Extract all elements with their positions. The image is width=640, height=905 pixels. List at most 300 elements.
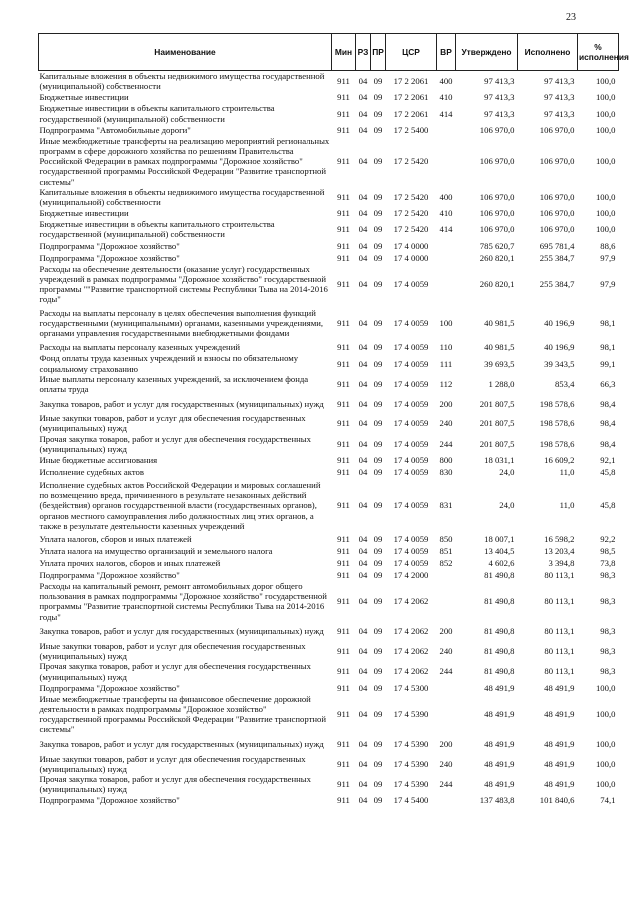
cell-percent: 100,0 [595,124,616,135]
cell-approved: 48 491,9 [484,682,515,693]
table-row [39,394,619,413]
cell-executed: 101 840,6 [539,795,575,806]
cell-percent: 100,0 [595,682,616,693]
cell-percent: 73,8 [600,557,616,568]
cell-min: 911 [337,418,350,429]
cell-rz: 04 [358,569,368,580]
cell-percent: 98,1 [600,317,616,328]
table-row [39,71,619,92]
cell-csr: 17 4 0059 [393,418,429,429]
cell-vr: 200 [439,626,453,637]
cell-name: Иные бюджетные ассигнования [39,454,158,465]
table-row [39,641,619,661]
cell-pr: 09 [373,358,383,369]
cell-name: Иные закупки товаров, работ и услуг для обеспечения государственных (муниципальных) нужд [39,640,306,662]
table-row [39,622,619,641]
page-number: 23 [566,12,576,23]
cell-approved: 97 413,3 [484,76,515,87]
cell-executed: 106 970,0 [539,224,575,235]
cell-vr: 400 [439,76,453,87]
cell-pr: 09 [373,191,383,202]
cell-min: 911 [337,454,350,465]
cell-csr: 17 4 0059 [393,438,429,449]
cell-min: 911 [337,342,350,353]
cell-pr: 09 [373,557,383,568]
cell-percent: 100,0 [595,191,616,202]
cell-percent: 97,9 [600,278,616,289]
cell-approved: 81 490,8 [484,569,515,580]
cell-min: 911 [337,626,350,637]
cell-pr: 09 [373,92,383,103]
cell-csr: 17 4 5300 [393,682,429,693]
cell-min: 911 [337,124,350,135]
cell-pr: 09 [373,626,383,637]
cell-csr: 17 4 0059 [393,398,429,409]
cell-csr: 17 4 5390 [393,779,429,790]
cell-percent: 100,0 [595,758,616,769]
cell-min: 911 [337,317,350,328]
cell-name: Капитальные вложения в объекты недвижимого имущества государственной (муниципальной) собственности [39,186,325,208]
cell-csr: 17 4 0059 [393,317,429,328]
cell-rz: 04 [358,252,368,263]
cell-vr: 414 [439,224,453,235]
table-row [39,413,619,433]
cell-approved: 106 970,0 [479,156,515,167]
cell-executed: 97 413,3 [544,92,575,103]
cell-rz: 04 [358,758,368,769]
cell-executed: 48 491,9 [544,779,575,790]
cell-vr: 410 [439,208,453,219]
cell-min: 911 [337,557,350,568]
cell-percent: 98,3 [600,666,616,677]
cell-vr: 110 [439,342,453,353]
table-row [39,124,619,136]
cell-executed: 255 384,7 [539,252,575,263]
cell-csr: 17 4 0059 [393,342,429,353]
cell-approved: 18 007,1 [484,533,515,544]
cell-executed: 97 413,3 [544,108,575,119]
cell-percent: 88,6 [600,240,616,251]
cell-csr: 17 4 0059 [393,466,429,477]
cell-percent: 97,9 [600,252,616,263]
cell-name: Закупка товаров, работ и услуг для государственных (муниципальных) нужд [39,626,324,637]
cell-pr: 09 [373,378,383,389]
table-row [39,735,619,754]
cell-approved: 106 970,0 [479,224,515,235]
cell-rz: 04 [358,596,368,607]
cell-vr: 851 [439,545,453,556]
cell-rz: 04 [358,438,368,449]
cell-rz: 04 [358,156,368,167]
cell-min: 911 [337,545,350,556]
cell-vr: 410 [439,92,453,103]
cell-approved: 81 490,8 [484,645,515,656]
cell-pr: 09 [373,758,383,769]
cell-csr: 17 4 0059 [393,500,429,511]
cell-rz: 04 [358,645,368,656]
cell-executed: 13 203,4 [544,545,575,556]
col-header-vr: ВР [437,34,456,71]
cell-name: Расходы на выплаты персоналу казенных учреждений [39,342,241,353]
cell-approved: 106 970,0 [479,208,515,219]
table-row [39,136,619,187]
cell-percent: 100,0 [595,108,616,119]
cell-rz: 04 [358,278,368,289]
cell-name: Прочая закупка товаров, работ и услуг для обеспечения государственных (муниципальных) нужд [39,773,311,795]
cell-csr: 17 2 5420 [393,224,429,235]
cell-min: 911 [337,76,350,87]
cell-percent: 98,3 [600,569,616,580]
cell-csr: 17 4 2000 [393,569,429,580]
table-row [39,304,619,341]
cell-rz: 04 [358,533,368,544]
cell-approved: 1 288,0 [488,378,515,389]
cell-csr: 17 4 0059 [393,278,429,289]
cell-rz: 04 [358,418,368,429]
cell-rz: 04 [358,398,368,409]
table-row [39,545,619,557]
col-header-name: Наименование [39,34,332,71]
col-header-min: Мин [332,34,356,71]
cell-vr [437,252,456,264]
cell-csr: 17 4 2062 [393,626,429,637]
cell-approved: 97 413,3 [484,108,515,119]
cell-min: 911 [337,758,350,769]
table-row [39,466,619,478]
cell-rz: 04 [358,557,368,568]
cell-name: Расходы на капитальный ремонт, ремонт автомобильных дорог общего пользования в рамках подпрограммы "Дорожное хозяйство" государственной программы "Развитие транспортной системы Республики Тыва на 2014-2016 годы" [39,581,327,622]
cell-name: Уплата налога на имущество организаций и земельного налога [39,545,273,556]
cell-executed: 255 384,7 [539,278,575,289]
cell-executed: 198 578,6 [539,398,575,409]
cell-csr: 17 2 5420 [393,208,429,219]
cell-approved: 24,0 [499,500,515,511]
cell-percent: 100,0 [595,224,616,235]
cell-min: 911 [337,500,350,511]
cell-name: Расходы на выплаты персоналу в целях обеспечения выполнения функций государственными (муниципальными) органами, казенными учреждениями, органами управления государственными внебюджетными фондами [39,307,324,339]
cell-approved: 201 807,5 [479,418,515,429]
cell-executed: 11,0 [559,466,575,477]
cell-csr: 17 4 5390 [393,758,429,769]
cell-executed: 16 598,2 [544,533,575,544]
cell-min: 911 [337,240,350,251]
cell-pr: 09 [373,738,383,749]
cell-executed: 3 394,8 [548,557,575,568]
cell-pr: 09 [373,156,383,167]
cell-min: 911 [337,108,350,119]
table-row [39,682,619,694]
cell-approved: 81 490,8 [484,666,515,677]
cell-csr: 17 4 0059 [393,533,429,544]
cell-name: Закупка товаров, работ и услуг для государственных (муниципальных) нужд [39,738,324,749]
cell-approved: 13 404,5 [484,545,515,556]
table-row [39,187,619,207]
cell-approved: 260 820,1 [479,252,515,263]
cell-pr: 09 [373,666,383,677]
cell-csr: 17 2 5420 [393,191,429,202]
cell-rz: 04 [358,795,368,806]
cell-name: Расходы на обеспечение деятельности (оказание услуг) государственных учреждений в рамках подпрограммы "Дорожное хозяйство" государственной программы ""Развитие транспортной системы Республики Тыва на 2014-2016 годы" [39,263,328,305]
table-row [39,774,619,794]
col-header-approved: Утверждено [456,34,518,71]
table-row [39,103,619,123]
cell-percent: 98,5 [600,545,616,556]
cell-percent: 98,3 [600,596,616,607]
cell-pr: 09 [373,317,383,328]
cell-rz: 04 [358,466,368,477]
cell-csr: 17 4 0059 [393,545,429,556]
cell-csr: 17 4 5400 [393,795,429,806]
table-row [39,754,619,774]
cell-name: Уплата прочих налогов, сборов и иных платежей [39,557,221,568]
table-row [39,91,619,103]
cell-vr [437,694,456,735]
cell-pr: 09 [373,709,383,719]
cell-percent: 100,0 [595,76,616,87]
cell-pr: 09 [373,418,383,429]
cell-executed: 106 970,0 [539,156,575,167]
cell-pr: 09 [373,342,383,353]
cell-rz: 04 [358,342,368,353]
table-row [39,581,619,622]
cell-rz: 04 [358,500,368,511]
cell-vr [437,136,456,187]
cell-vr [437,124,456,136]
cell-approved: 201 807,5 [479,398,515,409]
cell-executed: 106 970,0 [539,208,575,219]
cell-name: Фонд оплаты труда казенных учреждений и взносы по обязательному социальному страхованию [39,353,299,374]
cell-approved: 137 483,8 [479,795,515,806]
cell-executed: 853,4 [554,378,575,389]
cell-pr: 09 [373,252,383,263]
cell-pr: 09 [373,645,383,656]
cell-name: Иные межбюджетные трансферты на финансовое обеспечение дорожной деятельности в рамках подпрограммы "Дорожное хозяйство" государственной программы Российской Федерации "Развитие транспортной системы" [39,693,327,735]
cell-approved: 201 807,5 [479,438,515,449]
cell-csr: 17 4 0059 [393,358,429,369]
col-header-percent: % исполнения [578,34,619,71]
cell-approved: 48 491,9 [484,779,515,790]
cell-vr: 830 [439,466,453,477]
cell-name: Иные закупки товаров, работ и услуг для обеспечения государственных (муниципальных) нужд [39,753,306,774]
cell-vr [437,682,456,694]
cell-vr: 100 [439,317,453,328]
cell-executed: 48 491,9 [544,738,575,749]
cell-vr: 244 [439,438,453,449]
table-row [39,219,619,239]
cell-vr: 240 [439,758,453,769]
cell-min: 911 [337,92,350,103]
cell-percent: 92,2 [600,533,616,544]
cell-approved: 18 031,1 [484,454,515,465]
cell-rz: 04 [358,208,368,219]
cell-vr: 400 [439,191,453,202]
cell-min: 911 [337,191,350,202]
table-row [39,569,619,581]
cell-vr [437,581,456,622]
cell-approved: 106 970,0 [479,124,515,135]
cell-executed: 97 413,3 [544,76,575,87]
table-header [39,34,629,71]
cell-name: Капитальные вложения в объекты недвижимого имущества государственной (муниципальной) собственности [39,71,325,92]
table-row [39,341,619,353]
cell-percent: 99,1 [600,358,616,369]
col-header-executed: Исполнено [518,34,578,71]
table-row [39,661,619,681]
cell-vr [437,794,456,806]
cell-rz: 04 [358,709,368,719]
cell-executed: 80 113,1 [544,645,575,656]
table-row [39,794,619,806]
cell-csr: 17 4 0059 [393,378,429,389]
cell-name: Иные межбюджетные трансферты на реализацию мероприятий региональных программ в сфере дорожного хозяйства по решениям Правительства Российской Федерации в рамках подпрограммы "Дорожное хозяйство" государственной программы Российской Федерации "Развитие транспортной системы" [39,135,330,187]
cell-pr: 09 [373,278,383,289]
cell-pr: 09 [373,596,383,607]
cell-vr: 244 [439,779,453,790]
cell-min: 911 [337,738,350,749]
cell-approved: 81 490,8 [484,596,515,607]
cell-pr: 09 [373,454,383,465]
cell-percent: 98,3 [600,626,616,637]
cell-csr: 17 2 5400 [393,124,429,135]
cell-percent: 92,1 [600,454,616,465]
cell-percent: 100,0 [595,92,616,103]
cell-name: Бюджетные инвестиции в объекты капитального строительства государственной (муниципальной) собственности [39,103,275,124]
cell-executed: 48 491,9 [544,758,575,769]
cell-rz: 04 [358,124,368,135]
cell-percent: 66,3 [600,378,616,389]
cell-name: Подпрограмма "Дорожное хозяйство" [39,240,180,251]
cell-approved: 40 981,5 [484,317,515,328]
cell-approved: 785 620,7 [479,240,515,251]
cell-name: Закупка товаров, работ и услуг для государственных (муниципальных) нужд [39,398,324,409]
cell-rz: 04 [358,666,368,677]
cell-min: 911 [337,795,350,806]
cell-name: Бюджетные инвестиции [39,92,129,103]
cell-executed: 80 113,1 [544,626,575,637]
cell-csr: 17 4 0000 [393,252,429,263]
col-header-csr: ЦСР [386,34,437,71]
cell-rz: 04 [358,191,368,202]
cell-rz: 04 [358,224,368,235]
cell-min: 911 [337,156,350,167]
cell-pr: 09 [373,224,383,235]
cell-pr: 09 [373,466,383,477]
cell-vr: 414 [439,108,453,119]
cell-percent: 45,8 [600,466,616,477]
cell-executed: 48 491,9 [544,682,575,693]
budget-table [38,33,629,806]
cell-percent: 98,4 [600,438,616,449]
cell-rz: 04 [358,378,368,389]
cell-pr: 09 [373,795,383,806]
table-row [39,533,619,545]
cell-rz: 04 [358,108,368,119]
cell-min: 911 [337,466,350,477]
cell-vr: 112 [439,378,453,389]
cell-min: 911 [337,208,350,219]
table-row [39,478,619,533]
cell-pr: 09 [373,208,383,219]
cell-csr: 17 4 0059 [393,454,429,465]
cell-min: 911 [337,779,350,790]
cell-min: 911 [337,682,350,693]
table-row [39,374,619,394]
cell-csr: 17 4 0059 [393,557,429,568]
cell-min: 911 [337,709,350,719]
cell-pr: 09 [373,76,383,87]
cell-name: Исполнение судебных актов [39,466,144,477]
cell-executed: 40 196,9 [544,317,575,328]
cell-name: Бюджетные инвестиции в объекты капитального строительства государственной (муниципальной) собственности [39,219,275,240]
cell-rz: 04 [358,545,368,556]
cell-vr [437,264,456,305]
table-row [39,240,619,252]
cell-pr: 09 [373,545,383,556]
cell-percent: 74,1 [600,795,616,806]
cell-executed: 39 343,5 [544,358,575,369]
cell-min: 911 [337,596,350,607]
cell-pr: 09 [373,124,383,135]
cell-name: Подпрограмма "Автомобильные дороги" [39,124,191,135]
cell-csr: 17 4 2062 [393,666,429,677]
cell-name: Подпрограмма "Дорожное хозяйство" [39,252,180,263]
cell-executed: 80 113,1 [544,569,575,580]
cell-vr: 200 [439,398,453,409]
cell-csr: 17 4 5390 [393,709,429,719]
cell-pr: 09 [373,569,383,580]
cell-name: Иные закупки товаров, работ и услуг для обеспечения государственных (муниципальных) нужд [39,413,306,434]
cell-executed: 80 113,1 [544,596,575,607]
cell-executed: 16 609,2 [544,454,575,465]
cell-percent: 100,0 [595,709,616,719]
cell-min: 911 [337,378,350,389]
cell-rz: 04 [358,240,368,251]
cell-executed: 695 781,4 [539,240,575,251]
table-row [39,353,619,373]
cell-approved: 81 490,8 [484,626,515,637]
cell-executed: 48 491,9 [544,709,575,719]
cell-rz: 04 [358,626,368,637]
table-row [39,264,619,305]
cell-name: Бюджетные инвестиции [39,208,129,219]
cell-vr: 200 [439,738,453,749]
cell-vr: 111 [439,358,453,369]
cell-csr: 17 4 2062 [393,596,429,607]
cell-csr: 17 2 2061 [393,108,429,119]
cell-vr: 831 [439,500,453,511]
cell-vr: 240 [439,645,453,656]
cell-approved: 97 413,3 [484,92,515,103]
cell-min: 911 [337,224,350,235]
cell-percent: 98,4 [600,418,616,429]
cell-name: Подпрограмма "Дорожное хозяйство" [39,682,180,693]
cell-approved: 48 491,9 [484,738,515,749]
table-body [39,71,619,807]
table-row [39,434,619,454]
cell-vr [437,569,456,581]
table-row [39,252,619,264]
cell-vr: 800 [439,454,453,465]
cell-vr [437,240,456,252]
cell-pr: 09 [373,533,383,544]
table-row [39,694,619,735]
cell-executed: 11,0 [559,500,575,511]
cell-min: 911 [337,533,350,544]
table-row [39,454,619,466]
cell-approved: 48 491,9 [484,758,515,769]
col-header-pr: ПР [371,34,386,71]
cell-pr: 09 [373,682,383,693]
